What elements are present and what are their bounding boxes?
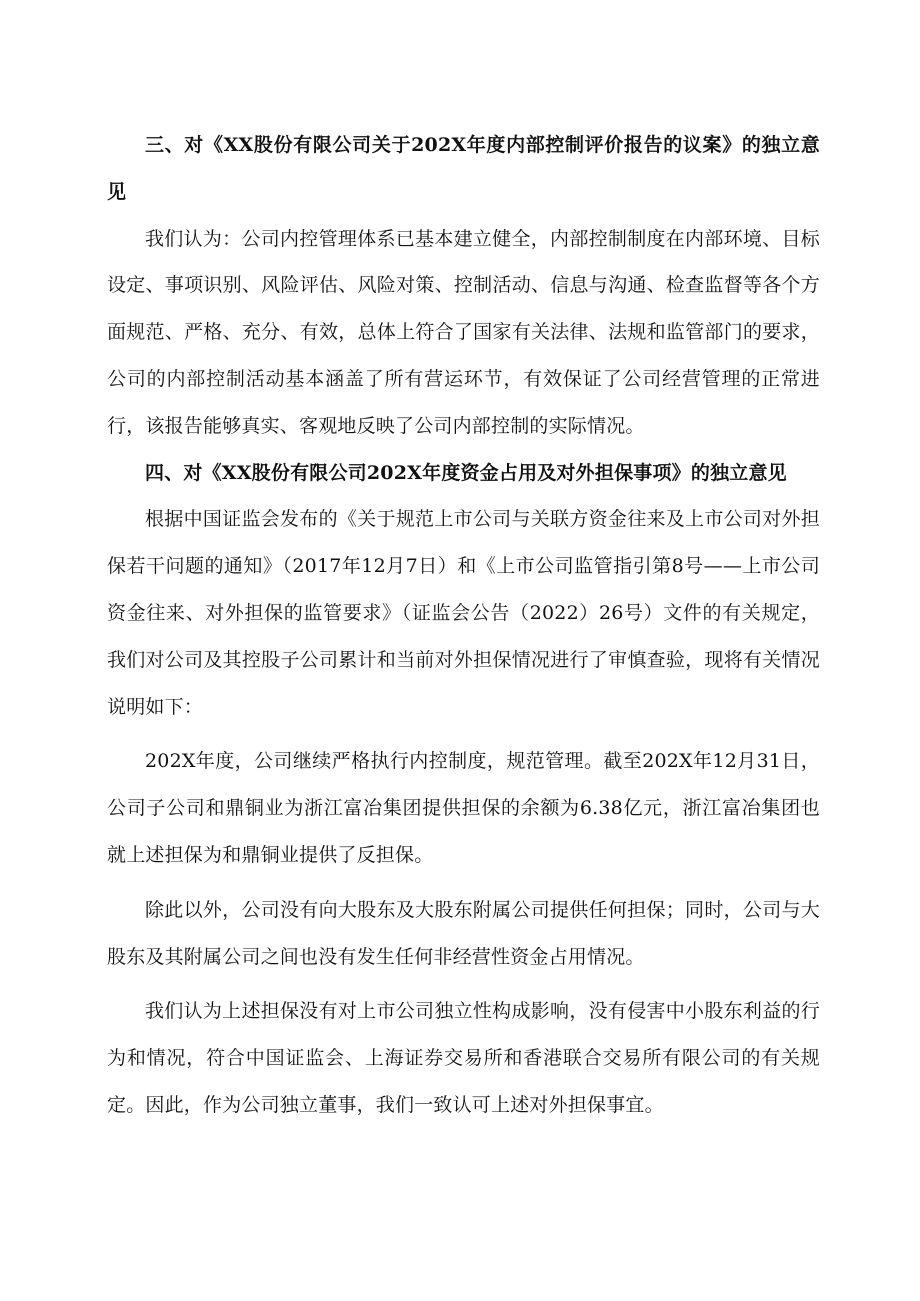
paragraph-regulation-basis: 根据中国证监会发布的《关于规范上市公司与关联方资金往来及上市公司对外担保若干问题的通知》（2017年12月7日）和《上市公司监管指引第8号——上市公司资金往来、对外担保的监管要求》（证监会公告（2022）26号）文件的有关规定，我们对公司及其控股子公司累计和当前对外担保情况进行了审慎查验，现将有关情况说明如下：: [107, 508, 820, 718]
paragraph-internal-control-opinion: 我们认为：公司内控管理体系已基本建立健全，内部控制制度在内部环境、目标设定、事项识别、风险评估、风险对策、控制活动、信息与沟通、检查监督等各个方面规范、严格、充分、有效，总体上符合了国家有关法律、法规和监管部门的要求，公司的内部控制活动基本涵盖了所有营运环节，有效保证了公司经营管理的正常进行，该报告能够真实、客观地反映了公司内部控制的实际情况。: [107, 227, 820, 437]
paragraph-gap: [107, 980, 820, 988]
paragraph-conclusion: 我们认为上述担保没有对上市公司独立性构成影响，没有侵害中小股东利益的行为和情况，符合中国证监会、上海证券交易所和香港联合交易所有限公司的有关规定。因此，作为公司独立董事，我们一致认可上述对外担保事宜。: [107, 1000, 820, 1116]
paragraph-guarantee-balance: 202X年度，公司继续严格执行内控制度，规范管理。截至202X年12月31日，公司子公司和鼎铜业为浙江富冶集团提供担保的余额为6.38亿元，浙江富冶集团也就上述担保为和鼎铜业提供了反担保。: [107, 750, 820, 866]
section-heading-4: 四、对《XX股份有限公司202X年度资金占用及对外担保事项》的独立意见: [145, 461, 787, 484]
section-heading-3: 三、对《XX股份有限公司关于202X年度内部控制评价报告的议案》的独立意见: [107, 134, 820, 203]
paragraph-gap: [107, 730, 820, 738]
paragraph-no-other-guarantee: 除此以外，公司没有向大股东及大股东附属公司提供任何担保；同时，公司与大股东及其附属公司之间也没有发生任何非经营性资金占用情况。: [107, 898, 820, 968]
paragraph-gap: [107, 879, 820, 887]
